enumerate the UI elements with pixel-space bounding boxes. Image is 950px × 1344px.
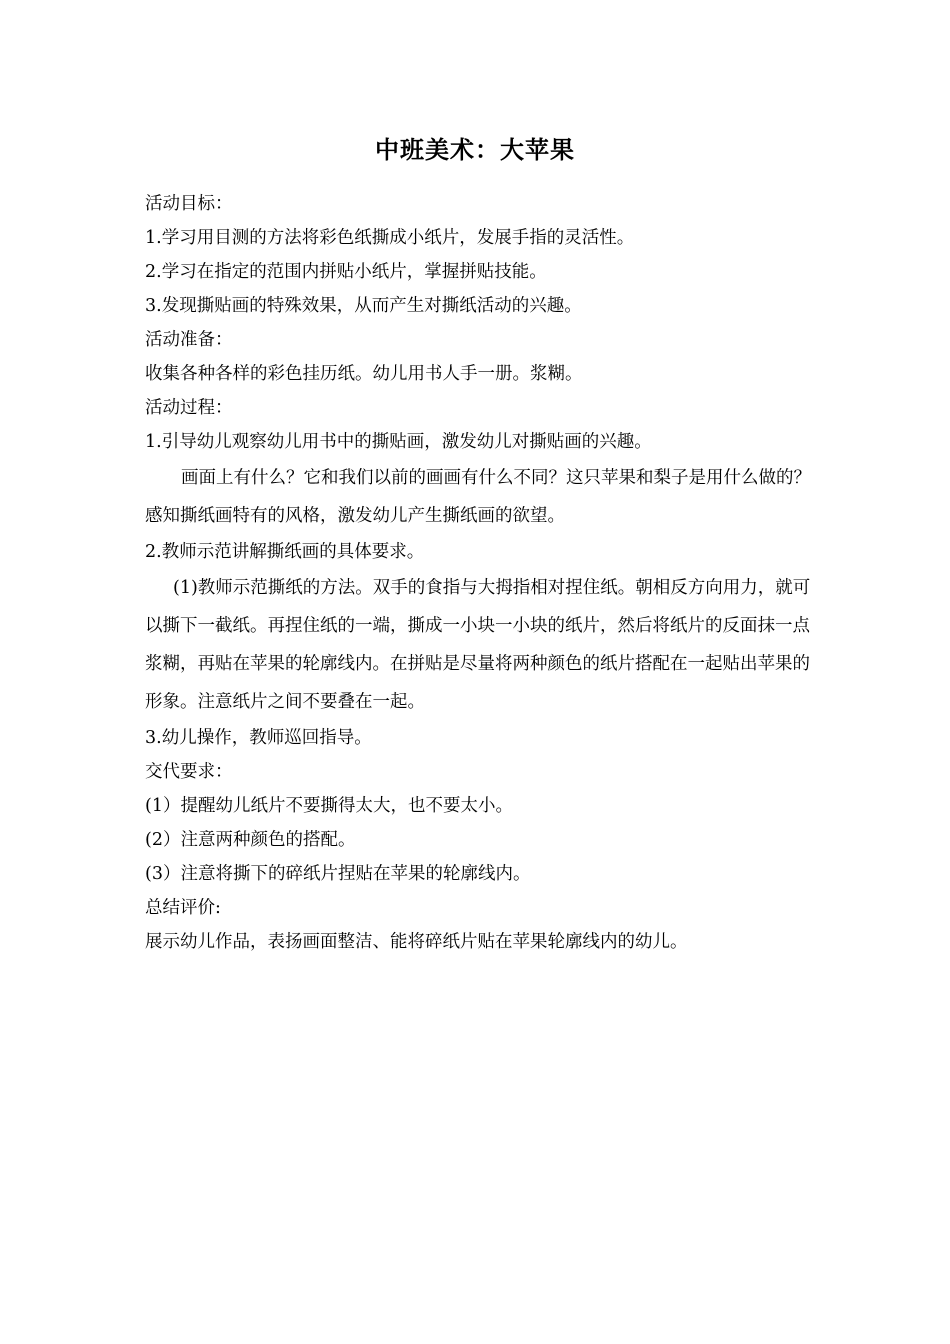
prep-heading: 活动准备： <box>145 330 233 350</box>
goals-heading: 活动目标： <box>145 194 233 214</box>
requirement-item-1: (1）提醒幼儿纸片不要撕得太大，也不要太小。 <box>145 796 513 816</box>
process-step-3: 3.幼儿操作，教师巡回指导。 <box>145 728 372 748</box>
requirement-item-3: (3）注意将撕下的碎纸片捏贴在苹果的轮廓线内。 <box>145 864 531 884</box>
goal-item-2: 2.学习在指定的范围内拼贴小纸片，掌握拼贴技能。 <box>145 262 547 282</box>
requirement-item-2: (2）注意两种颜色的搭配。 <box>145 830 356 850</box>
process-step-1-text: 画面上有什么？它和我们以前的画画有什么不同？这只苹果和梨子是用什么做的？感知撕纸画特有的风格，激发幼儿产生撕纸画的欲望。 <box>145 468 811 526</box>
requirements-heading: 交代要求： <box>145 762 233 782</box>
prep-text: 收集各种各样的彩色挂历纸。幼儿用书人手一册。浆糊。 <box>145 364 583 384</box>
process-step-2-text: (1)教师示范撕纸的方法。双手的食指与大拇指相对捏住纸。朝相反方向用力，就可以撕下一截纸。再捏住纸的一端，撕成一小块一小块的纸片，然后将纸片的反面抹一点浆糊，再贴在苹果的轮廓线内。在拼贴是尽量将两种颜色的纸片搭配在一起贴出苹果的形象。注意纸片之间不要叠在一起。 <box>145 578 811 712</box>
goal-item-1: 1.学习用目测的方法将彩色纸撕成小纸片，发展手指的灵活性。 <box>145 228 635 248</box>
document-title: 中班美术：大苹果 <box>375 136 575 164</box>
process-heading: 活动过程： <box>145 398 233 418</box>
document-body <box>145 187 815 959</box>
goal-item-3: 3.发现撕贴画的特殊效果，从而产生对撕纸活动的兴趣。 <box>145 296 582 316</box>
process-step-2: 2.教师示范讲解撕纸画的具体要求。 <box>145 542 425 562</box>
process-step-1: 1.引导幼儿观察幼儿用书中的撕贴画，激发幼儿对撕贴画的兴趣。 <box>145 432 652 452</box>
summary-text: 展示幼儿作品，表扬画面整洁、能将碎纸片贴在苹果轮廓线内的幼儿。 <box>145 932 688 952</box>
summary-heading: 总结评价: <box>145 898 221 918</box>
